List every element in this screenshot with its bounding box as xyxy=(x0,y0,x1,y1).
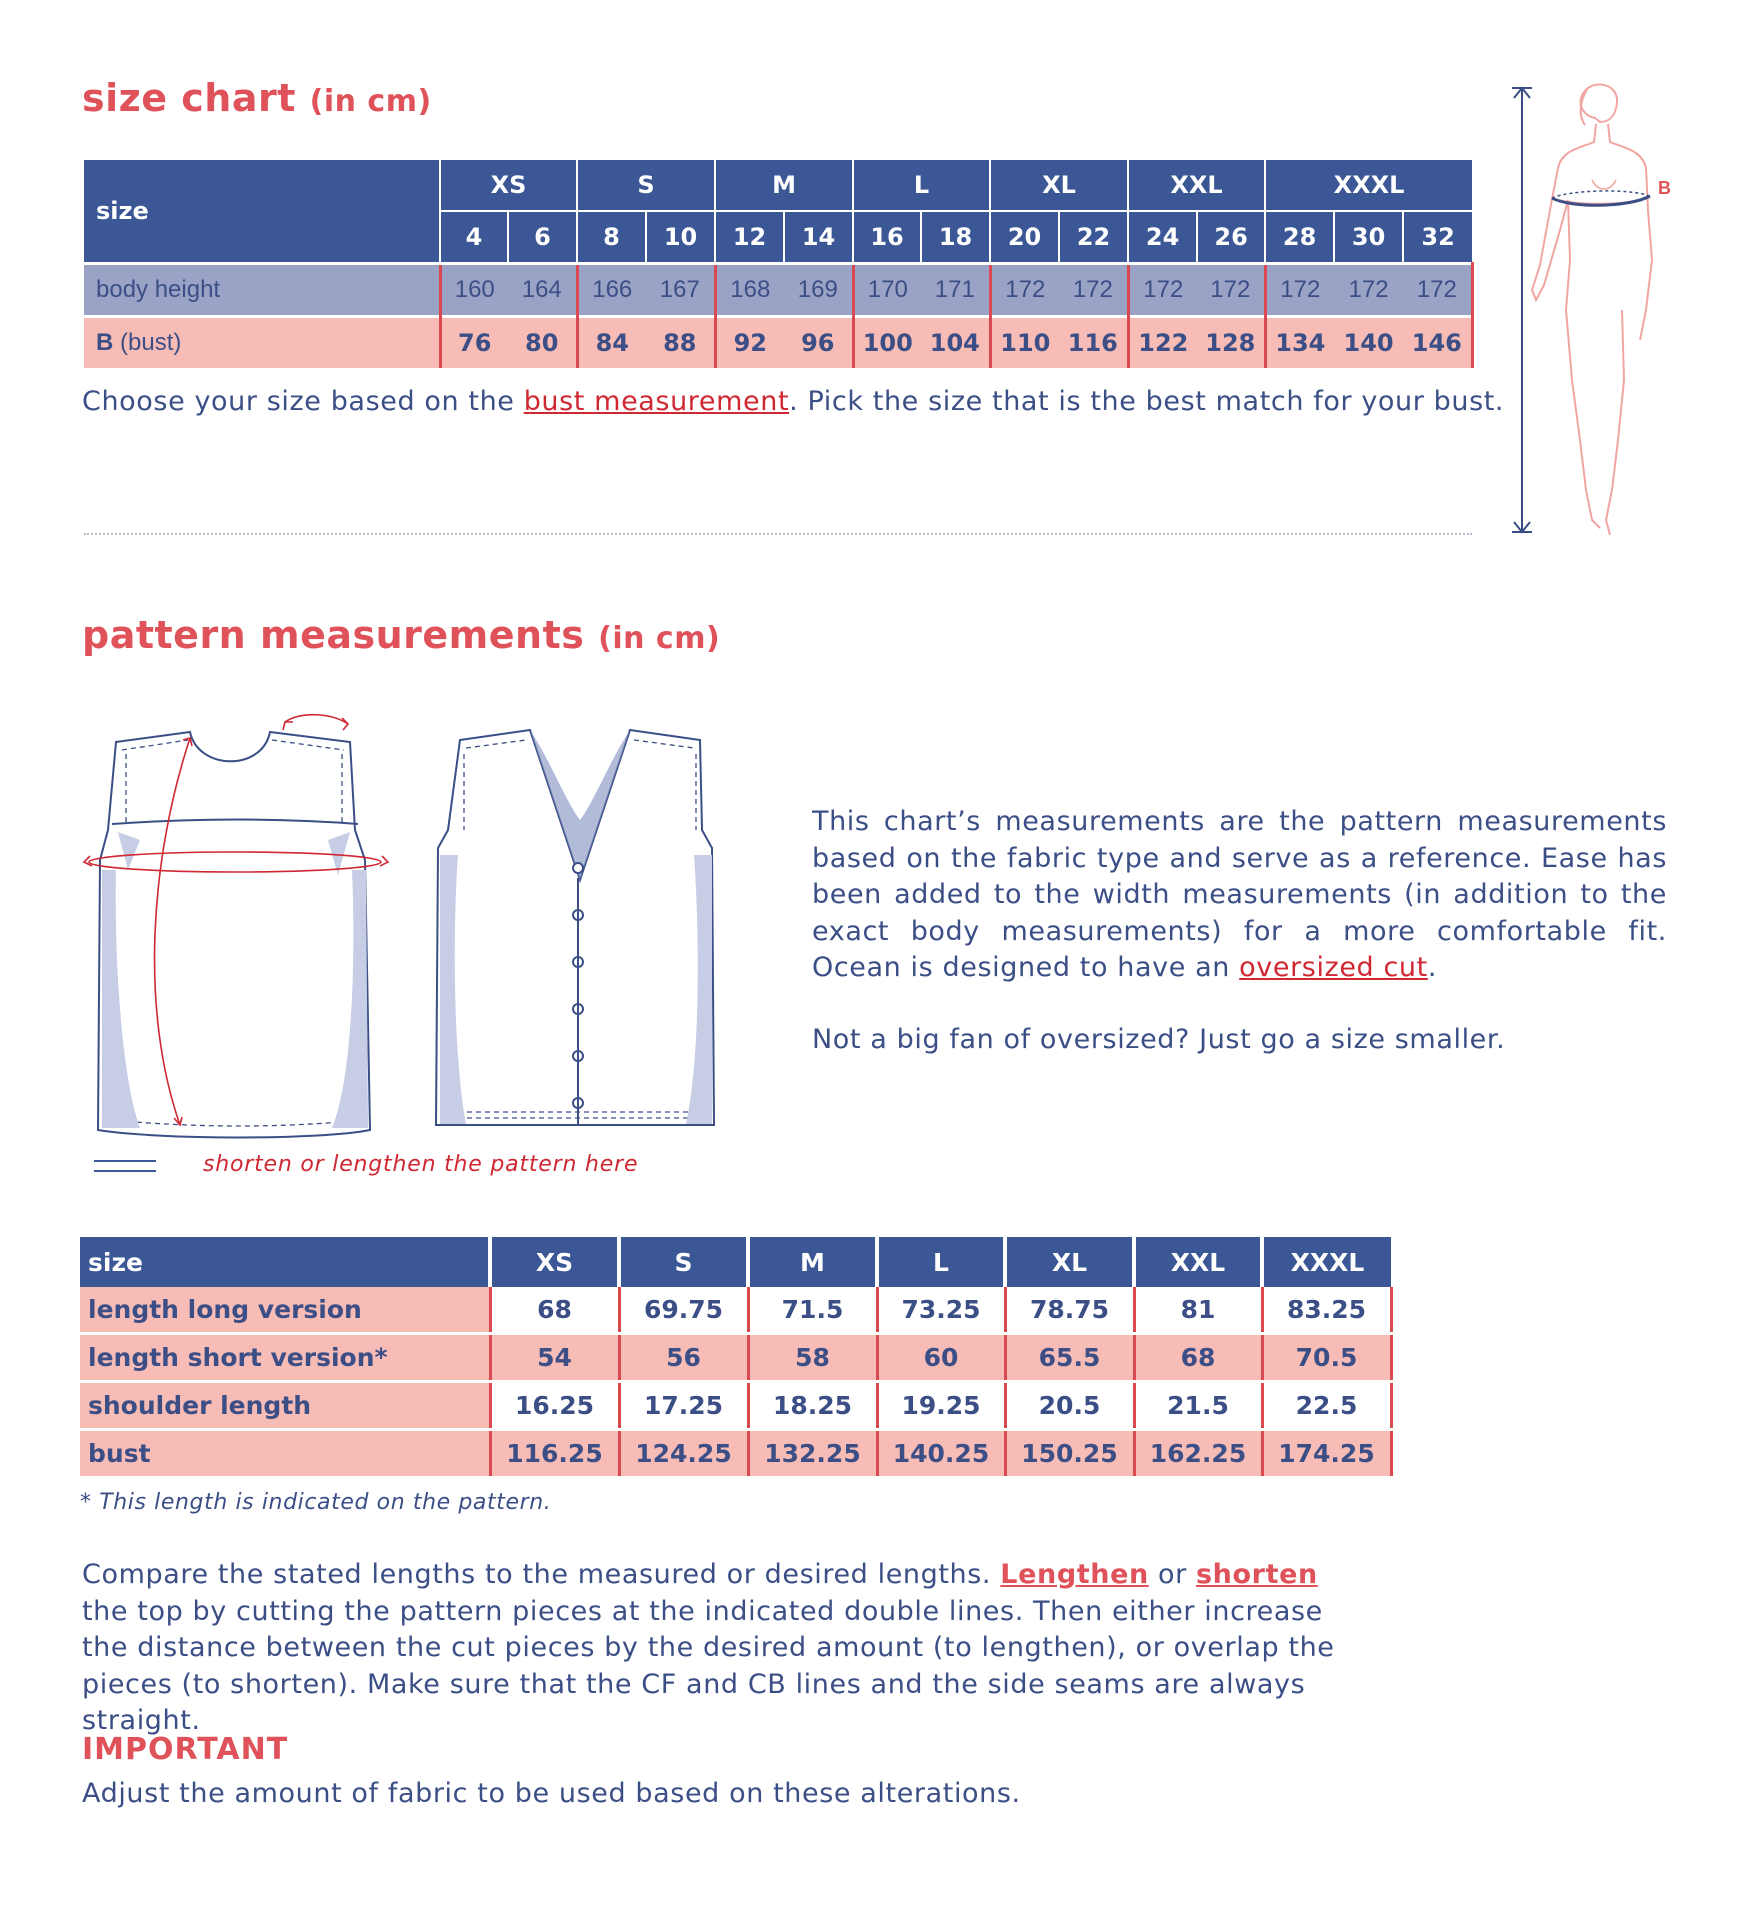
size-group-xl: XL xyxy=(990,160,1128,211)
pattern-title-text: pattern measurements xyxy=(82,613,585,657)
value-cell: 19.25 xyxy=(877,1382,1005,1430)
value-cell: 60 xyxy=(877,1334,1005,1382)
body-height-cell: 172 xyxy=(990,264,1059,317)
bust-cell: 140 xyxy=(1334,317,1403,369)
size-group-xxl: XXL xyxy=(1128,160,1265,211)
value-cell: 83.25 xyxy=(1262,1287,1391,1334)
size-cell: 10 xyxy=(646,211,715,264)
description-text: This chart’s measurements are the pattern measurements based on the fabric type and serve as a reference. Ease has been added to the width measurements (in addition to the exact body measurements) for a more comfortable fit. Ocean is designed to have an xyxy=(812,806,1667,983)
body-height-cell: 170 xyxy=(853,264,921,317)
oversized-cut-link[interactable]: oversized cut xyxy=(1239,952,1428,983)
value-cell: 71.5 xyxy=(748,1287,877,1334)
value-cell: 20.5 xyxy=(1005,1382,1134,1430)
size-chart-table xyxy=(84,160,1474,368)
body-height-cell: 171 xyxy=(921,264,990,317)
value-cell: 54 xyxy=(490,1334,619,1382)
size-chart-title-text: size chart xyxy=(82,76,296,120)
woman-silhouette-icon xyxy=(1532,84,1652,535)
size-group-m: M xyxy=(715,160,853,211)
bust-cell: 88 xyxy=(646,317,715,369)
size-group-l: L xyxy=(853,160,990,211)
body-height-cell: 160 xyxy=(440,264,508,317)
table-row xyxy=(80,1334,1391,1382)
row-label: length short version* xyxy=(80,1334,490,1382)
row-label: bust xyxy=(80,1430,490,1478)
shorten-link[interactable]: shorten xyxy=(1196,1559,1318,1590)
value-cell: 81 xyxy=(1134,1287,1262,1334)
value-cell: 116.25 xyxy=(490,1430,619,1478)
value-cell: 150.25 xyxy=(1005,1430,1134,1478)
body-height-cell: 169 xyxy=(784,264,853,317)
pattern-col-xs: XS xyxy=(490,1237,619,1287)
body-height-cell: 168 xyxy=(715,264,784,317)
size-cell: 14 xyxy=(784,211,853,264)
lengthen-link[interactable]: Lengthen xyxy=(1000,1559,1149,1590)
size-chart-title xyxy=(82,76,432,120)
body-height-cell: 166 xyxy=(577,264,646,317)
value-cell: 56 xyxy=(619,1334,748,1382)
front-piece-illustration xyxy=(430,720,720,1140)
value-cell: 132.25 xyxy=(748,1430,877,1478)
pattern-title xyxy=(82,613,720,657)
description-text: . xyxy=(1427,952,1437,983)
important-text: Adjust the amount of fabric to be used based on these alterations. xyxy=(82,1778,1021,1809)
size-cell: 18 xyxy=(921,211,990,264)
bust-label-b: B xyxy=(96,329,114,356)
pattern-col-xxl: XXL xyxy=(1134,1237,1262,1287)
pattern-table-header-size: size xyxy=(80,1237,490,1287)
value-cell: 65.5 xyxy=(1005,1334,1134,1382)
instructions-text: Compare the stated lengths to the measured or desired lengths. xyxy=(82,1559,1001,1590)
body-height-cell: 167 xyxy=(646,264,715,317)
size-chart-unit: (in cm) xyxy=(309,84,432,119)
size-group-s: S xyxy=(577,160,715,211)
pattern-description xyxy=(812,804,1667,987)
table-row xyxy=(80,1287,1391,1334)
body-height-cell: 164 xyxy=(508,264,577,317)
body-height-label: body height xyxy=(84,264,440,317)
pattern-unit: (in cm) xyxy=(598,621,721,656)
size-cell: 6 xyxy=(508,211,577,264)
back-piece-illustration xyxy=(80,710,400,1140)
size-cell: 24 xyxy=(1128,211,1197,264)
bust-cell: 96 xyxy=(784,317,853,369)
body-height-cell: 172 xyxy=(1197,264,1265,317)
size-cell: 28 xyxy=(1265,211,1334,264)
bust-cell: 92 xyxy=(715,317,784,369)
bust-cell: 116 xyxy=(1059,317,1128,369)
value-cell: 58 xyxy=(748,1334,877,1382)
value-cell: 22.5 xyxy=(1262,1382,1391,1430)
size-cell: 8 xyxy=(577,211,646,264)
bust-cell: 104 xyxy=(921,317,990,369)
size-group-xs: XS xyxy=(440,160,577,211)
bust-cell: 122 xyxy=(1128,317,1197,369)
value-cell: 68 xyxy=(490,1287,619,1334)
size-group-xxxl: XXXL xyxy=(1265,160,1472,211)
body-height-cell: 172 xyxy=(1128,264,1197,317)
body-height-cell: 172 xyxy=(1334,264,1403,317)
table-row xyxy=(80,1382,1391,1430)
bust-cell: 128 xyxy=(1197,317,1265,369)
instructions-text: or xyxy=(1148,1559,1197,1590)
bust-cell: 134 xyxy=(1265,317,1334,369)
value-cell: 140.25 xyxy=(877,1430,1005,1478)
size-cell: 12 xyxy=(715,211,784,264)
size-row-label: size xyxy=(84,160,440,264)
size-cell: 30 xyxy=(1334,211,1403,264)
value-cell: 162.25 xyxy=(1134,1430,1262,1478)
size-cell: 4 xyxy=(440,211,508,264)
double-line-legend-icon xyxy=(94,1160,156,1172)
size-chart-note xyxy=(82,384,1505,421)
size-cell: 22 xyxy=(1059,211,1128,264)
row-label: length long version xyxy=(80,1287,490,1334)
table-row xyxy=(80,1430,1391,1478)
bust-label-rest: (bust) xyxy=(113,329,182,356)
pattern-measurements-table xyxy=(80,1237,1393,1479)
value-cell: 73.25 xyxy=(877,1287,1005,1334)
height-arrow-icon xyxy=(1512,88,1532,532)
value-cell: 68 xyxy=(1134,1334,1262,1382)
bust-cell: 110 xyxy=(990,317,1059,369)
value-cell: 21.5 xyxy=(1134,1382,1262,1430)
value-cell: 69.75 xyxy=(619,1287,748,1334)
pattern-col-s: S xyxy=(619,1237,748,1287)
pattern-col-m: M xyxy=(748,1237,877,1287)
note-text: Choose your size based on the xyxy=(82,386,524,417)
value-cell: 174.25 xyxy=(1262,1430,1391,1478)
instructions-text: the top by cutting the pattern pieces at the indicated double lines. Then either increase the distance between the cut pieces by the desired amount (to lengthen), or overlap the pieces (to shorten). Make sure that the CF and CB lines and the side seams are always straight. xyxy=(82,1595,1335,1736)
value-cell: 17.25 xyxy=(619,1382,748,1430)
value-cell: 124.25 xyxy=(619,1430,748,1478)
size-smaller-note: Not a big fan of oversized? Just go a size smaller. xyxy=(812,1024,1506,1055)
bust-cell: 146 xyxy=(1403,317,1472,369)
pattern-col-xl: XL xyxy=(1005,1237,1134,1287)
legend-text: shorten or lengthen the pattern here xyxy=(203,1152,639,1177)
body-height-cell: 172 xyxy=(1403,264,1472,317)
bust-marker-label: B xyxy=(1658,178,1671,198)
bust-cell: 76 xyxy=(440,317,508,369)
size-cell: 16 xyxy=(853,211,921,264)
row-label: shoulder length xyxy=(80,1382,490,1430)
value-cell: 78.75 xyxy=(1005,1287,1134,1334)
section-divider xyxy=(84,533,1472,535)
value-cell: 16.25 xyxy=(490,1382,619,1430)
alteration-instructions xyxy=(82,1557,1362,1740)
pattern-col-xxxl: XXXL xyxy=(1262,1237,1391,1287)
size-cell: 26 xyxy=(1197,211,1265,264)
body-height-cell: 172 xyxy=(1059,264,1128,317)
bust-measurement-link[interactable]: bust measurement xyxy=(523,386,790,417)
value-cell: 70.5 xyxy=(1262,1334,1391,1382)
bust-cell: 100 xyxy=(853,317,921,369)
size-cell: 32 xyxy=(1403,211,1472,264)
note-text: . Pick the size that is the best match for your bust. xyxy=(789,386,1505,417)
pattern-col-l: L xyxy=(877,1237,1005,1287)
size-cell: 20 xyxy=(990,211,1059,264)
bust-cell: 84 xyxy=(577,317,646,369)
bust-cell: 80 xyxy=(508,317,577,369)
bust-label xyxy=(84,317,440,369)
body-figure-illustration xyxy=(1500,80,1700,540)
important-heading: IMPORTANT xyxy=(82,1732,289,1767)
body-height-cell: 172 xyxy=(1265,264,1334,317)
length-footnote: * This length is indicated on the pattern. xyxy=(80,1490,552,1515)
value-cell: 18.25 xyxy=(748,1382,877,1430)
